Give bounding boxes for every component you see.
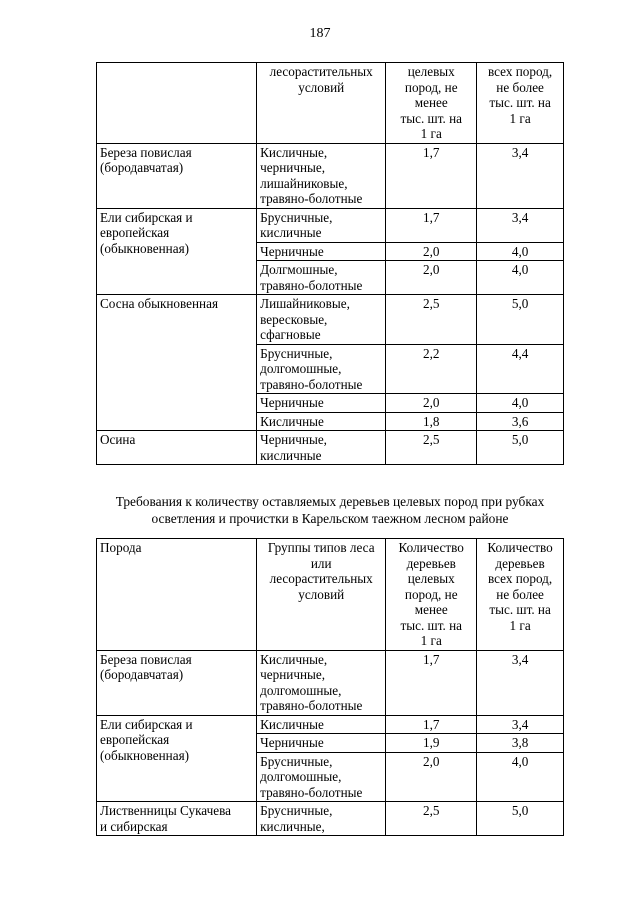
target-count-cell: 1,7 <box>386 650 477 715</box>
page-number: 187 <box>309 26 331 41</box>
cell-line: Брусничные, <box>260 803 333 818</box>
forest-type-cell <box>257 242 386 261</box>
cell-line: сфагновые <box>260 327 321 342</box>
cell-line: Ели сибирская и <box>100 209 193 225</box>
cell-line: деревьев <box>406 555 456 571</box>
cell-line: 1 га <box>420 633 442 648</box>
cell-line: лесорастительных <box>269 571 373 586</box>
cell-line: лесорастительных <box>269 64 373 79</box>
forest-type-cell <box>257 208 386 242</box>
cell-line: не более <box>496 586 544 602</box>
cell-line: травяно-болотные <box>260 277 363 293</box>
forest-type-cell <box>257 295 386 345</box>
seedling-requirements-table-continued <box>96 62 564 465</box>
all-count-cell: 4,0 <box>477 261 564 295</box>
cell-line: (обыкновенная) <box>100 747 190 763</box>
cell-line: Кисличные <box>260 716 324 732</box>
cell-line: условий <box>298 586 345 602</box>
cell-line: (бородавчатая) <box>100 160 184 175</box>
species-cell <box>97 208 257 295</box>
cell-line: Брусничные, <box>260 753 333 769</box>
cell-line: Береза повислая <box>100 144 192 160</box>
cell-line: целевых <box>407 64 455 79</box>
all-count-cell: 3,4 <box>477 715 564 734</box>
forest-type-cell <box>257 715 386 734</box>
target-count-cell: 2,5 <box>386 802 477 836</box>
cell-line: черничные, <box>260 667 326 682</box>
table-row <box>97 208 564 242</box>
cell-line: Сосна обыкновенная <box>100 296 219 311</box>
table-caption <box>96 493 564 527</box>
forest-type-cell <box>257 412 386 431</box>
all-count-cell: 4,4 <box>477 344 564 394</box>
cell-line: кисличные <box>260 225 322 240</box>
cell-line: менее <box>414 95 448 110</box>
table-row <box>97 802 564 836</box>
target-count-cell: 1,7 <box>386 143 477 208</box>
cell-line: всех пород, <box>487 64 553 79</box>
header-cell-1 <box>97 539 257 651</box>
cell-line: не более <box>496 79 544 95</box>
cell-line: пород, не <box>404 586 458 602</box>
cell-line: Лиственницы Сукачева <box>100 803 231 818</box>
all-count-cell: 5,0 <box>477 802 564 836</box>
cell-line: Группы типов леса <box>267 540 375 555</box>
cell-line: травяно-болотные <box>260 784 363 800</box>
header-cell-4 <box>477 63 564 144</box>
cell-line: Ели сибирская и <box>100 716 193 732</box>
cell-line: лишайниковые, <box>260 175 348 191</box>
header-cell-2 <box>257 539 386 651</box>
target-count-cell: 2,5 <box>386 431 477 465</box>
cell-line: всех пород, <box>487 571 553 586</box>
table-row <box>97 650 564 715</box>
table-row <box>97 143 564 208</box>
forest-type-cell <box>257 394 386 413</box>
header-row <box>97 539 564 651</box>
target-count-cell: 1,9 <box>386 734 477 753</box>
species-cell <box>97 143 257 208</box>
cell-line: Кисличные, <box>260 651 328 667</box>
header-cell-3 <box>386 539 477 651</box>
cell-line: Лишайниковые, <box>260 296 350 311</box>
species-cell <box>97 431 257 465</box>
cell-line: травяно-болотные <box>260 191 363 206</box>
cell-line: тыс. шт. на <box>400 110 462 126</box>
cell-line: Черничные <box>260 735 324 750</box>
header-cell-3 <box>386 63 477 144</box>
karelian-taiga-requirements-table <box>96 538 564 836</box>
cell-line: условий <box>298 79 345 95</box>
forest-type-cell <box>257 344 386 394</box>
table-row <box>97 431 564 465</box>
header-cell-4 <box>477 539 564 651</box>
target-count-cell: 2,0 <box>386 752 477 802</box>
target-count-cell: 1,7 <box>386 208 477 242</box>
cell-line: черничные, <box>260 160 326 175</box>
header-row <box>97 63 564 144</box>
cell-line: Осина <box>100 432 136 447</box>
cell-line: деревьев <box>495 555 545 571</box>
target-count-cell: 2,0 <box>386 242 477 261</box>
forest-type-cell <box>257 752 386 802</box>
cell-line: тыс. шт. на <box>489 602 551 617</box>
cell-line: или <box>310 555 332 571</box>
cell-line: (обыкновенная) <box>100 240 190 256</box>
cell-line: европейская <box>100 732 170 747</box>
cell-line: долгомошные, <box>260 769 342 784</box>
target-count-cell: 1,7 <box>386 715 477 734</box>
all-count-cell: 3,4 <box>477 143 564 208</box>
cell-line: и сибирская <box>100 818 168 834</box>
cell-line: 1 га <box>509 110 531 126</box>
caption-line-2: осветления и прочистки в Карельском таежном лесном районе <box>151 511 509 526</box>
cell-line: европейская <box>100 225 170 240</box>
forest-type-cell <box>257 261 386 295</box>
cell-line: кисличные, <box>260 818 325 834</box>
forest-type-cell <box>257 650 386 715</box>
cell-line: Количество <box>487 540 553 555</box>
forest-type-cell <box>257 143 386 208</box>
caption-line-1: Требования к количеству оставляемых деревьев целевых пород при рубках <box>115 494 545 509</box>
cell-line: (бородавчатая) <box>100 667 184 682</box>
species-cell <box>97 715 257 802</box>
cell-line: кисличные <box>260 447 322 463</box>
cell-line: целевых <box>407 571 455 586</box>
all-count-cell: 3,6 <box>477 412 564 431</box>
cell-line: травяно-болотные <box>260 698 363 713</box>
cell-line: Брусничные, <box>260 345 333 361</box>
species-cell <box>97 295 257 431</box>
forest-type-cell <box>257 802 386 836</box>
cell-line: Черничные <box>260 395 324 410</box>
target-count-cell: 2,0 <box>386 261 477 295</box>
cell-line: Количество <box>398 540 464 555</box>
all-count-cell: 4,0 <box>477 394 564 413</box>
table-row <box>97 295 564 345</box>
cell-line: Порода <box>100 540 142 555</box>
forest-type-cell <box>257 734 386 753</box>
cell-line: вересковые, <box>260 311 328 327</box>
cell-line: тыс. шт. на <box>400 617 462 633</box>
all-count-cell: 4,0 <box>477 752 564 802</box>
cell-line: пород, не <box>404 79 458 95</box>
target-count-cell: 1,8 <box>386 412 477 431</box>
table-row <box>97 715 564 734</box>
header-cell-2 <box>257 63 386 144</box>
cell-line: Кисличные, <box>260 144 328 160</box>
target-count-cell: 2,2 <box>386 344 477 394</box>
cell-line: травяно-болотные <box>260 376 363 392</box>
all-count-cell: 5,0 <box>477 431 564 465</box>
all-count-cell: 3,8 <box>477 734 564 753</box>
all-count-cell: 3,4 <box>477 208 564 242</box>
cell-line: Кисличные <box>260 413 324 429</box>
cell-line: Черничные <box>260 243 324 259</box>
cell-line: тыс. шт. на <box>489 95 551 110</box>
cell-line: 1 га <box>509 617 531 633</box>
cell-line: Черничные, <box>260 432 327 447</box>
target-count-cell: 2,0 <box>386 394 477 413</box>
cell-line: долгомошные, <box>260 682 342 698</box>
all-count-cell: 3,4 <box>477 650 564 715</box>
cell-line: долгомошные, <box>260 361 342 376</box>
target-count-cell: 2,5 <box>386 295 477 345</box>
forest-type-cell <box>257 431 386 465</box>
species-cell <box>97 802 257 836</box>
all-count-cell: 5,0 <box>477 295 564 345</box>
species-cell <box>97 650 257 715</box>
header-cell-1 <box>97 63 257 144</box>
cell-line: менее <box>414 602 448 617</box>
cell-line: 1 га <box>420 126 442 141</box>
all-count-cell: 4,0 <box>477 242 564 261</box>
cell-line: Брусничные, <box>260 209 333 225</box>
cell-line: Долгмошные, <box>260 262 338 277</box>
cell-line: Береза повислая <box>100 651 192 667</box>
